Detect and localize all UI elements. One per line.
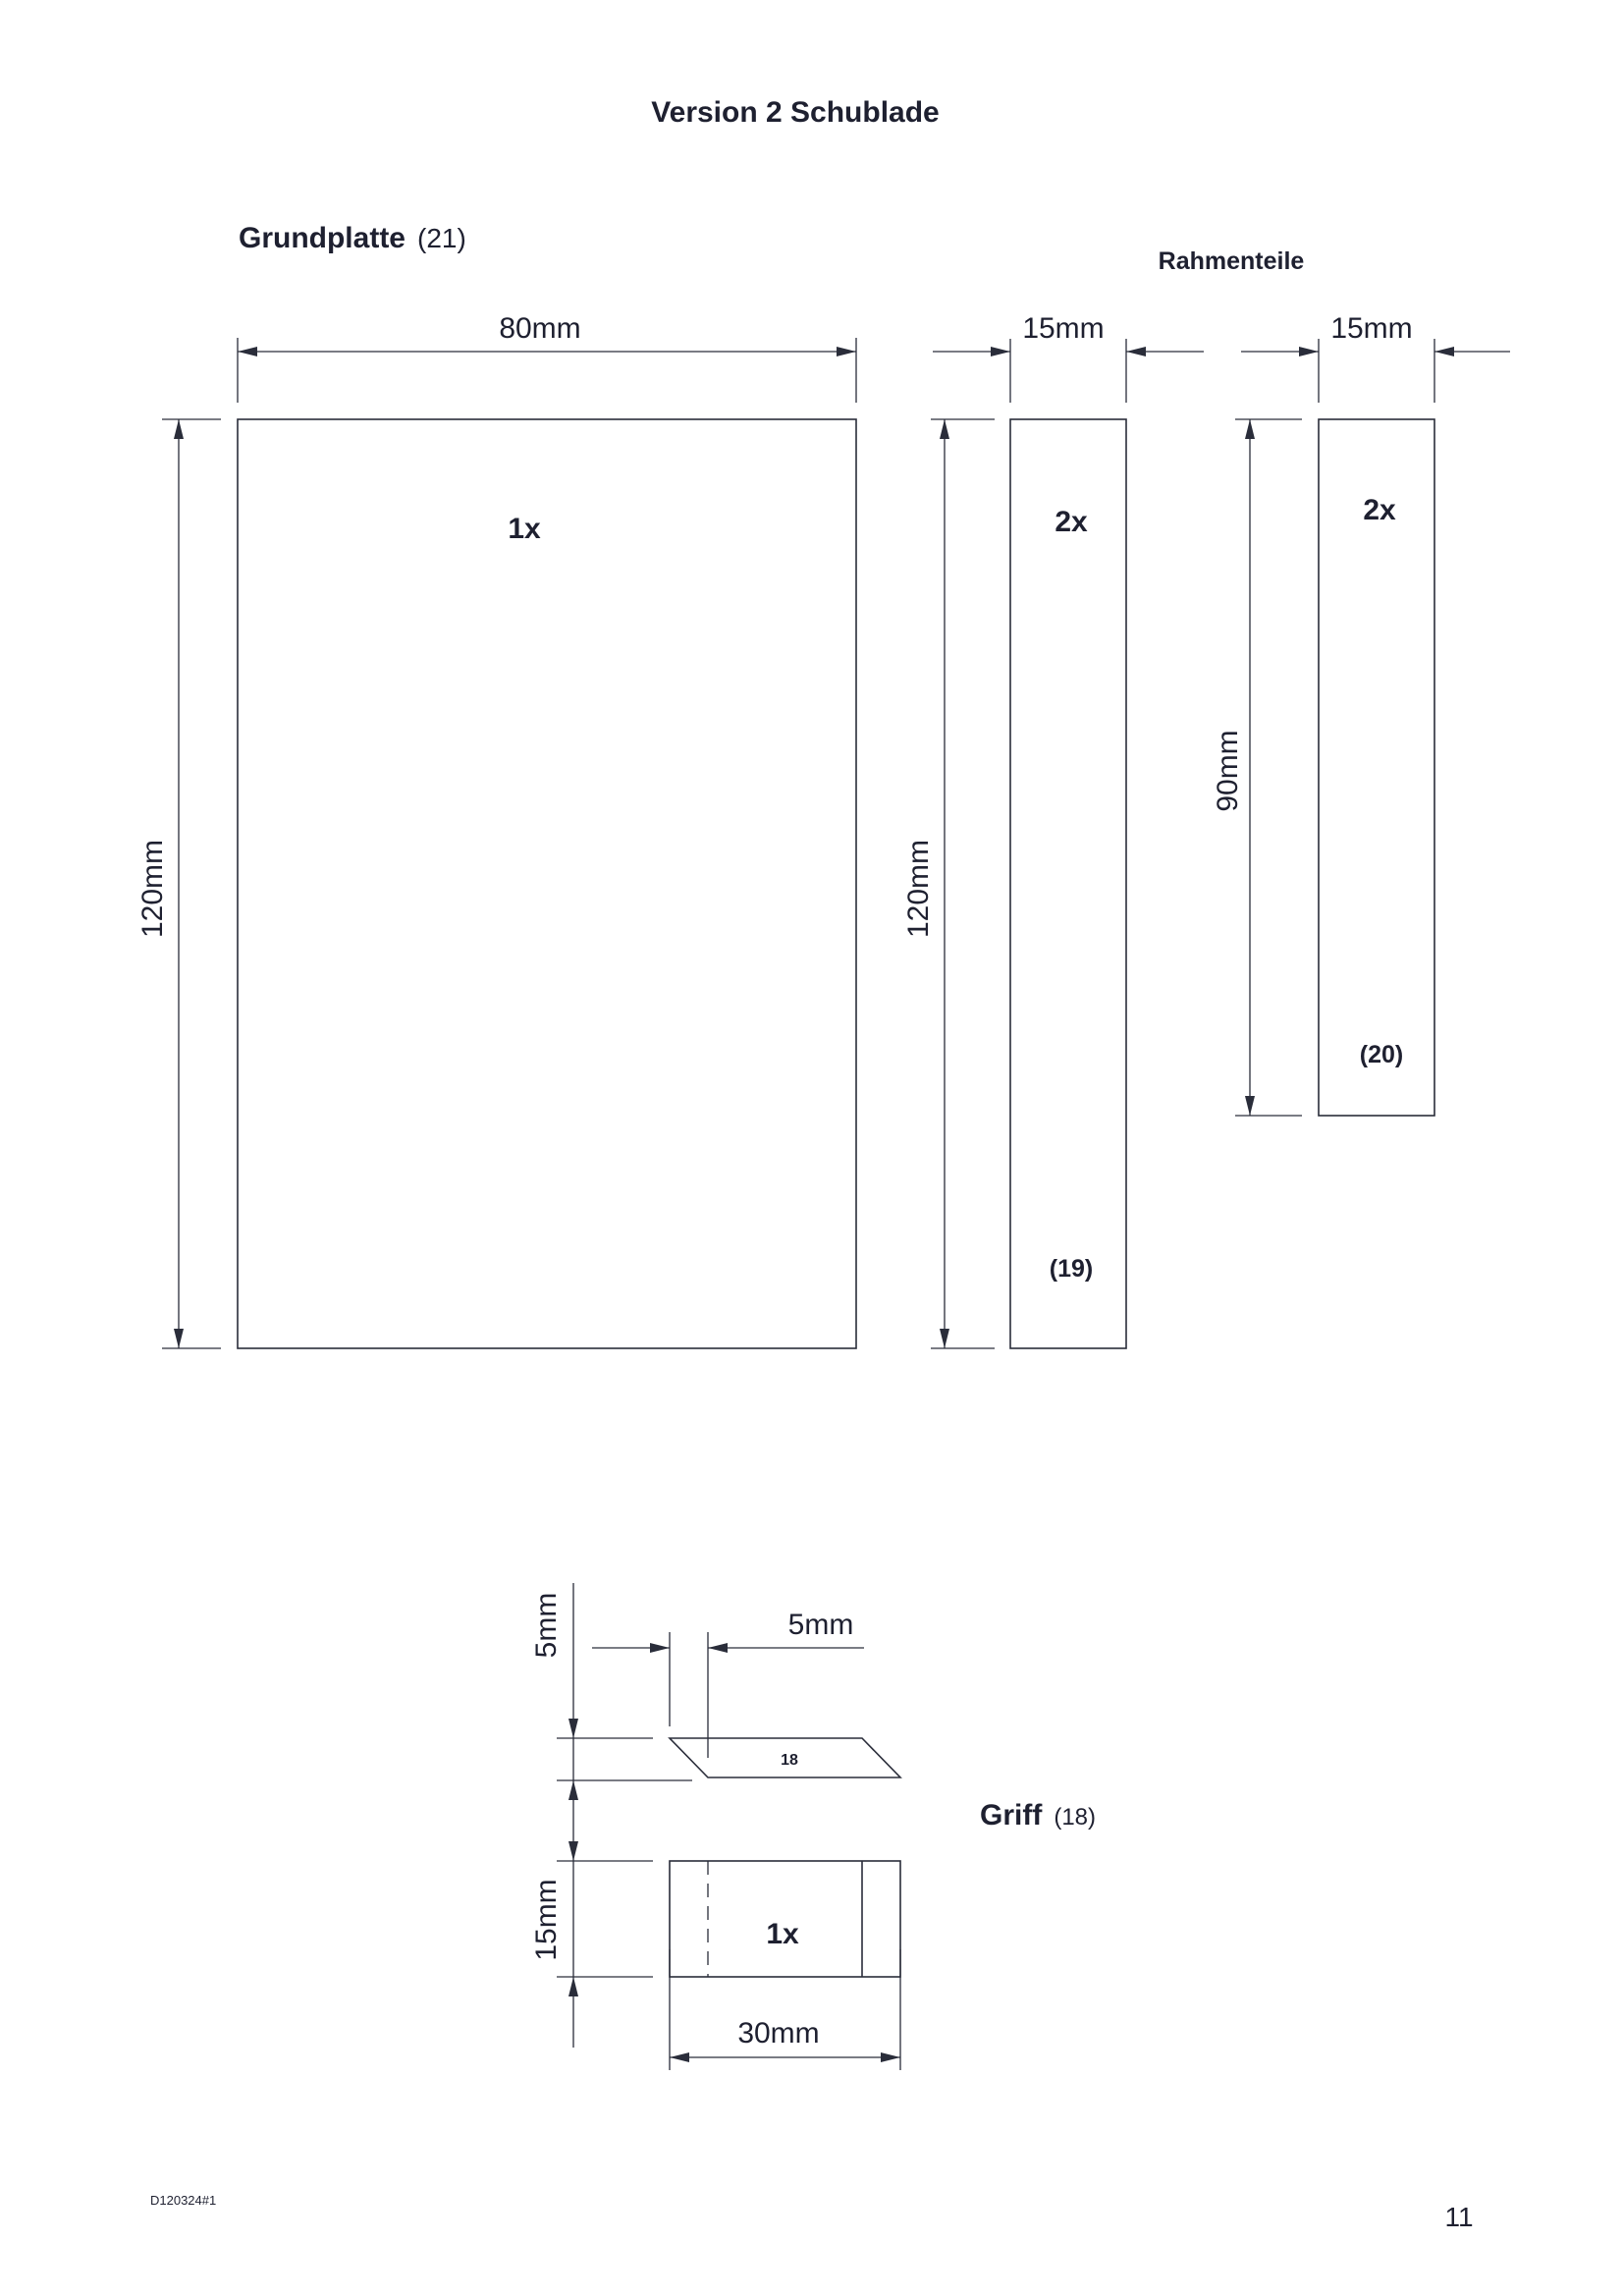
grundplatte-heading xyxy=(239,222,466,254)
grundplatte-height-label: 120mm xyxy=(136,839,169,939)
arrow-head xyxy=(1245,1096,1255,1116)
arrow-head xyxy=(174,1329,184,1348)
arrow-head xyxy=(1245,419,1255,439)
long-part-height-label: 120mm xyxy=(902,839,935,939)
page-number: 11 xyxy=(1444,2202,1474,2232)
short-part-height-label: 90mm xyxy=(1212,730,1244,812)
griff-bevel-label: 5mm xyxy=(787,1609,854,1641)
short-part-quantity: 2x xyxy=(1363,494,1396,526)
grundplatte-heading-text: Grundplatte xyxy=(239,222,406,254)
griff-profile-number: 18 xyxy=(781,1752,798,1769)
arrow-head xyxy=(670,2052,689,2062)
arrow-head xyxy=(238,347,257,356)
griff-width-label: 30mm xyxy=(737,2017,820,2050)
arrow-head xyxy=(1299,347,1319,356)
arrow-head xyxy=(568,1977,578,1996)
long-part-width-label: 15mm xyxy=(1022,312,1105,345)
grundplatte-quantity: 1x xyxy=(508,513,541,545)
short-part-number: (20) xyxy=(1359,1041,1404,1068)
arrow-head xyxy=(708,1643,728,1653)
grundplatte-part-number: (21) xyxy=(417,223,466,253)
arrow-head xyxy=(1126,347,1146,356)
arrow-head xyxy=(1434,347,1454,356)
arrow-head xyxy=(940,419,949,439)
griff-thickness-label: 5mm xyxy=(530,1592,563,1659)
arrow-head xyxy=(568,1841,578,1861)
grundplatte-plate xyxy=(238,419,856,1348)
arrow-head xyxy=(568,1719,578,1738)
grundplatte-width-label: 80mm xyxy=(499,312,581,345)
rahmenteile-heading: Rahmenteile xyxy=(1158,247,1305,275)
page-title: Version 2 Schublade xyxy=(651,96,940,129)
griff-height-label: 15mm xyxy=(530,1879,563,1961)
long-part-quantity: 2x xyxy=(1055,506,1088,538)
document-id: D120324#1 xyxy=(150,2193,217,2208)
arrow-head xyxy=(881,2052,900,2062)
arrow-head xyxy=(568,1780,578,1800)
arrow-head xyxy=(650,1643,670,1653)
short-part-width-label: 15mm xyxy=(1330,312,1413,345)
arrow-head xyxy=(991,347,1010,356)
griff-quantity: 1x xyxy=(766,1918,799,1950)
griff-heading-text: Griff xyxy=(980,1799,1043,1831)
griff-part-number: (18) xyxy=(1054,1804,1097,1831)
arrow-head xyxy=(940,1329,949,1348)
long-frame-part xyxy=(1010,419,1126,1348)
arrow-head xyxy=(174,419,184,439)
arrow-head xyxy=(837,347,856,356)
long-part-number: (19) xyxy=(1049,1255,1094,1283)
griff-heading xyxy=(980,1799,1096,1831)
